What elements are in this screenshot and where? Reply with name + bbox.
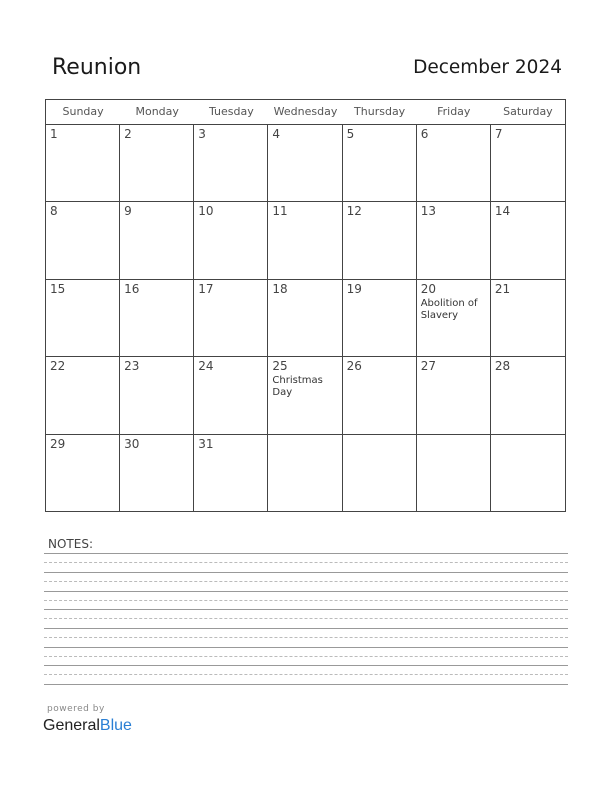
brand-logo[interactable] bbox=[43, 717, 132, 735]
notes-line bbox=[44, 628, 568, 629]
notes-line bbox=[44, 674, 568, 675]
day-number: 1 bbox=[50, 127, 58, 141]
day-number: 4 bbox=[272, 127, 281, 141]
day-number: 30 bbox=[124, 436, 140, 451]
day-cell bbox=[491, 357, 565, 434]
powered-by-text: powered by bbox=[47, 704, 105, 714]
day-cell bbox=[194, 280, 268, 357]
day-cell bbox=[120, 202, 194, 279]
day-cell bbox=[120, 357, 194, 434]
day-cell bbox=[268, 202, 342, 279]
day-cell bbox=[417, 357, 491, 434]
day-cell bbox=[194, 435, 268, 512]
day-cell bbox=[194, 202, 268, 279]
weekday-saturday: Saturday bbox=[503, 105, 553, 118]
day-number: 19 bbox=[346, 281, 362, 296]
notes-line bbox=[44, 618, 568, 619]
day-number: 5 bbox=[346, 127, 355, 141]
weekday-friday: Friday bbox=[437, 105, 471, 118]
day-cell bbox=[268, 357, 342, 434]
day-cell bbox=[120, 280, 194, 357]
notes-line bbox=[44, 581, 568, 582]
day-number: 22 bbox=[50, 359, 66, 374]
day-number: 26 bbox=[346, 359, 362, 374]
weekday-thursday: Thursday bbox=[354, 105, 406, 118]
day-number: 17 bbox=[198, 281, 214, 296]
weekday-sunday: Sunday bbox=[62, 105, 104, 118]
day-number: 21 bbox=[494, 281, 511, 296]
day-number: 14 bbox=[494, 204, 511, 219]
day-number: 31 bbox=[198, 436, 214, 451]
day-number: 8 bbox=[50, 204, 58, 219]
day-number: 16 bbox=[124, 281, 140, 296]
day-number: 7 bbox=[494, 127, 503, 141]
region-title: Reunion bbox=[52, 55, 142, 80]
day-number: 11 bbox=[272, 204, 288, 219]
day-number: 6 bbox=[420, 127, 429, 141]
day-cell bbox=[268, 280, 342, 357]
day-cell bbox=[491, 125, 565, 202]
day-cell bbox=[46, 202, 120, 279]
notes-label: NOTES: bbox=[48, 537, 93, 551]
day-cell bbox=[120, 435, 194, 512]
day-number: 3 bbox=[198, 127, 206, 141]
day-number: 29 bbox=[50, 436, 66, 451]
day-cell bbox=[491, 280, 565, 357]
day-number: 20 bbox=[420, 281, 436, 296]
notes-line bbox=[44, 665, 568, 666]
weekday-wednesday: Wednesday bbox=[273, 105, 338, 118]
day-cell bbox=[417, 435, 491, 512]
day-cell bbox=[343, 202, 417, 279]
day-cell bbox=[46, 435, 120, 512]
day-number: 24 bbox=[198, 359, 214, 374]
day-number: 18 bbox=[272, 281, 288, 296]
day-cell bbox=[491, 202, 565, 279]
day-cell bbox=[268, 125, 342, 202]
day-cell bbox=[268, 435, 342, 512]
day-cell bbox=[343, 435, 417, 512]
notes-line bbox=[44, 591, 568, 592]
day-cell bbox=[46, 125, 120, 202]
notes-line bbox=[44, 562, 568, 563]
notes-line bbox=[44, 600, 568, 601]
day-cell bbox=[417, 280, 491, 357]
day-cell bbox=[120, 125, 194, 202]
day-number: 23 bbox=[124, 359, 140, 374]
day-cell bbox=[46, 357, 120, 434]
day-cell bbox=[417, 125, 491, 202]
holiday-label: Abolition of Slavery bbox=[420, 297, 478, 321]
day-cell bbox=[194, 125, 268, 202]
day-number: 27 bbox=[420, 359, 436, 374]
day-number: 2 bbox=[124, 127, 132, 141]
notes-line bbox=[44, 647, 568, 648]
day-number: 25 bbox=[272, 359, 288, 374]
notes-line bbox=[44, 609, 568, 610]
notes-line bbox=[44, 553, 568, 554]
day-cell bbox=[194, 357, 268, 434]
calendar-grid bbox=[45, 99, 566, 512]
day-cell bbox=[343, 357, 417, 434]
calendar-days bbox=[46, 125, 565, 512]
month-title: December 2024 bbox=[413, 57, 562, 78]
day-number: 15 bbox=[50, 281, 66, 296]
day-cell bbox=[343, 280, 417, 357]
day-number: 9 bbox=[124, 204, 132, 219]
notes-line bbox=[44, 656, 568, 657]
weekday-monday: Monday bbox=[135, 105, 179, 118]
day-number: 13 bbox=[420, 204, 436, 219]
notes-line bbox=[44, 637, 568, 638]
brand-blue: Blue bbox=[99, 717, 132, 734]
weekday-tuesday: Tuesday bbox=[208, 105, 254, 118]
day-number: 28 bbox=[494, 359, 511, 374]
notes-line bbox=[44, 572, 568, 573]
holiday-label: Christmas Day bbox=[272, 375, 323, 399]
day-cell bbox=[417, 202, 491, 279]
day-number: 12 bbox=[346, 204, 362, 219]
notes-line bbox=[44, 684, 568, 685]
day-cell bbox=[491, 435, 565, 512]
brand-general: General bbox=[43, 717, 100, 734]
day-cell bbox=[343, 125, 417, 202]
day-number: 10 bbox=[198, 204, 214, 219]
weekday-header bbox=[46, 100, 565, 125]
day-cell bbox=[46, 280, 120, 357]
